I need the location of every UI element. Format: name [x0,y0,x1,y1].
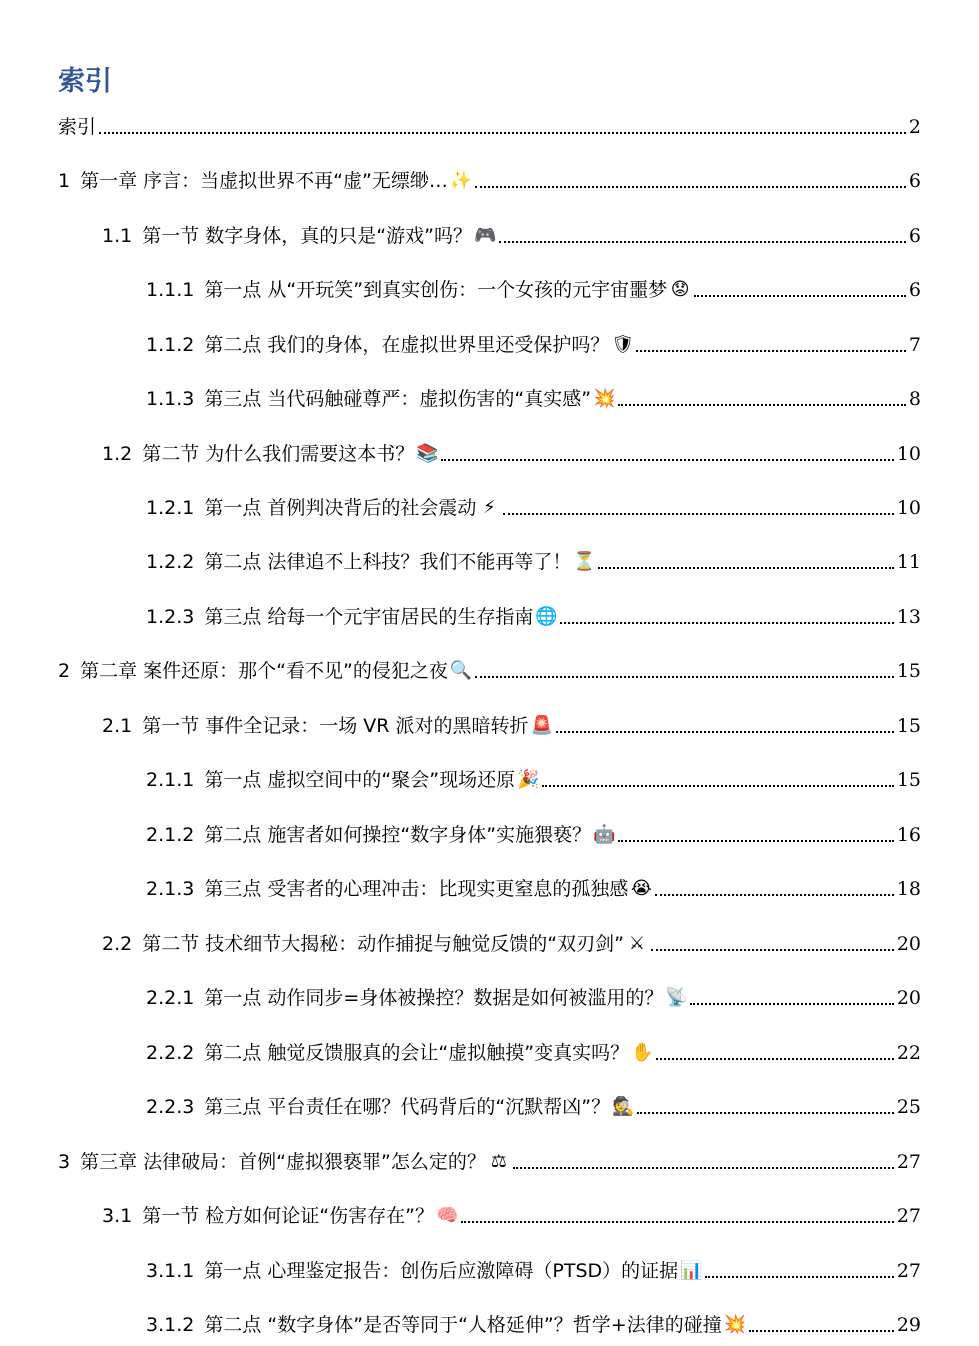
toc-entry-emoji-icon: ⚡ [483,497,496,518]
toc-entry-text [146,1094,634,1120]
toc-entry-label: 索引 [58,116,97,138]
toc-entry-label: 第二点 “数字身体”是否等同于“人格延伸”？哲学+法律的碰撞 [204,1314,722,1336]
toc-entry-number: 1.1.1 [146,279,195,301]
toc-entry-label: 第一节 检方如何论证“伤害存在”？ [142,1205,434,1227]
toc-entry-number: 1.1 [102,225,133,247]
toc-entry-number: 1.2.3 [146,606,195,628]
toc-entry-label: 第二点 触觉反馈服真的会让“虚拟触摸”变真实吗？ [204,1042,630,1064]
toc-page-number: 7 [908,334,921,356]
toc-entry-emoji-icon: 🛡 [611,334,635,355]
toc-page-number: 8 [908,388,921,410]
toc-entry-emoji-icon: 🎮 [473,225,497,246]
toc-entry-emoji-icon: ⚔ [628,933,646,954]
toc-page-number: 29 [896,1314,921,1336]
toc-entry-emoji-icon: 🧠 [435,1205,459,1226]
toc-page-number: 18 [896,878,921,900]
toc-entry-text [102,931,648,957]
toc-page-number: 20 [896,933,921,955]
toc-page-number: 2 [908,116,921,138]
toc-entry-label: 第三点 给每一个元宇宙居民的生存指南 [204,606,534,628]
toc-entry-label: 第三点 当代码触碰尊严：虚拟伤害的“真实感” [204,388,592,410]
page-title: 索引 [58,66,112,97]
toc-page-number: 20 [896,987,921,1009]
toc-dot-leader [656,1058,894,1060]
toc-entry-label: 第一节 数字身体，真的只是“游戏”吗？ [142,225,472,247]
toc-page-number: 15 [896,769,921,791]
toc-page-number: 22 [896,1042,921,1064]
toc-page-number: 15 [896,660,921,682]
toc-entry-emoji-icon: 🚨 [530,715,553,736]
toc-entry-label: 第一点 虚拟空间中的“聚会”现场还原 [204,769,516,791]
toc-entry-label: 第一节 事件全记录：一场 VR 派对的黑暗转折 [142,715,529,737]
toc-dot-leader [694,295,906,297]
toc-entry[interactable] [146,1090,921,1120]
toc-entry-emoji-icon: 🎉 [517,769,540,790]
toc-entry-label: 第二点 施害者如何操控“数字身体”实施猥亵？ [204,824,592,846]
toc-entry[interactable] [146,328,921,358]
toc-entry-label: 第二点 法律追不上科技？我们不能再等了！ [204,551,572,573]
toc-entry-number: 1.1.2 [146,334,195,356]
toc-entry[interactable] [146,600,921,630]
toc-entry-label: 第三点 受害者的心理冲击：比现实更窒息的孤独感 [204,878,629,900]
toc-entry-text [146,277,691,303]
toc-entry[interactable] [58,1145,921,1175]
toc-entry-emoji-icon: 🕵 [612,1096,635,1117]
toc-entry-number: 2.1.3 [146,878,195,900]
toc-entry-text [58,1149,510,1175]
toc-dot-leader [636,350,906,352]
toc-entry-text [146,332,633,358]
toc-dot-leader [461,1221,894,1223]
toc-entry-number: 2.1 [102,715,133,737]
toc-entry[interactable] [146,763,921,793]
toc-page-number: 6 [908,279,921,301]
toc-entry[interactable] [146,872,921,902]
toc-page-number: 11 [896,551,921,573]
toc-entry-number: 3.1.1 [146,1260,195,1282]
toc-entry-label: 第一点 从“开玩笑”到真实创伤：一个女孩的元宇宙噩梦 [204,279,668,301]
toc-entry-text [102,713,553,739]
toc-dot-leader [618,404,906,406]
toc-entry[interactable] [146,545,921,575]
toc-entry[interactable] [146,1254,921,1284]
toc-page-number: 15 [896,715,921,737]
toc-dot-leader [503,513,893,515]
toc-entry-emoji-icon: 💥 [723,1314,747,1335]
toc-dot-leader [441,459,894,461]
toc-entry[interactable] [146,491,921,521]
toc-entry-label: 第一点 心理鉴定报告：创伤后应激障碍（PTSD）的证据 [204,1260,679,1282]
toc-entry-text [146,1258,702,1284]
toc-entry-text [146,1040,653,1066]
toc-entry-text [146,549,595,575]
toc-dot-leader [749,1330,894,1332]
toc-entry-number: 1.2.2 [146,551,195,573]
toc-dot-leader [99,132,906,134]
toc-page-number: 10 [896,497,921,519]
toc-entry-emoji-icon: 📊 [680,1260,703,1281]
toc-entry[interactable] [146,818,921,848]
toc-entry-text [146,822,615,848]
toc-entry-number: 1.1.3 [146,388,195,410]
toc-entry[interactable] [102,437,921,467]
toc-entry-text [58,168,472,194]
toc-entry-number: 1.2 [102,443,133,465]
toc-entry-label: 第三章 法律破局：首例“虚拟猥亵罪”怎么定的？ [80,1151,486,1173]
toc-entry-number: 2.2.2 [146,1042,195,1064]
toc-entry[interactable] [102,1199,921,1229]
toc-dot-leader [637,1112,894,1114]
toc-entry-text [102,223,496,249]
toc-entry-text [102,441,438,467]
toc-page-number: 27 [896,1205,921,1227]
toc-entry-label: 第二点 我们的身体，在虚拟世界里还受保护吗？ [204,334,610,356]
toc-entry-number: 2.2 [102,933,133,955]
toc-entry-text [146,495,500,521]
toc-entry-number: 1 [58,170,71,192]
toc-entry-label: 第一章 序言：当虚拟世界不再“虚”无缥缈… [80,170,448,192]
toc-entry-label: 第二节 技术细节大揭秘：动作捕捉与触觉反馈的“双刃剑” [142,933,624,955]
toc-dot-leader [542,785,894,787]
toc-entry-emoji-icon: ⏳ [573,551,596,572]
toc-entry-text [146,604,557,630]
toc-dot-leader [651,949,894,951]
toc-dot-leader [618,840,894,842]
toc-entry-emoji-icon: 📚 [416,443,439,464]
toc-entry-text [102,1203,458,1229]
toc-dot-leader [598,567,893,569]
toc-entry-emoji-icon: 🌐 [535,606,558,627]
toc-entry-number: 2.2.3 [146,1096,195,1118]
toc-dot-leader [513,1167,894,1169]
toc-dot-leader [556,731,894,733]
toc-entry[interactable] [58,654,921,684]
toc-entry-emoji-icon: 😟 [670,279,690,300]
toc-entry[interactable] [58,164,921,194]
toc-entry-text [146,767,539,793]
toc-entry-text [58,114,96,140]
toc-entry-emoji-icon: 🤖 [593,824,616,845]
toc-entry-emoji-icon: 😭 [630,878,652,899]
toc-entry-text [58,658,472,684]
toc-page-number: 27 [896,1260,921,1282]
toc-entry-label: 第一点 首例判决背后的社会震动 [204,497,477,519]
toc-entry[interactable] [102,927,921,957]
toc-entry-number: 3.1.2 [146,1314,195,1336]
toc-dot-leader [475,676,894,678]
toc-entry[interactable] [102,219,921,249]
toc-entry-emoji-icon: ✨ [449,170,473,191]
toc-entry-number: 2.1.2 [146,824,195,846]
toc-entry-label: 第二节 为什么我们需要这本书？ [142,443,415,465]
toc-entry-number: 2.2.1 [146,987,195,1009]
toc-dot-leader [475,186,906,188]
toc-entry[interactable] [146,1036,921,1066]
toc-page-number: 16 [896,824,921,846]
toc-entry-number: 2 [58,660,71,682]
toc-dot-leader [705,1276,894,1278]
toc-entry-number: 2.1.1 [146,769,195,791]
toc-entry[interactable] [146,981,921,1011]
toc-entry-emoji-icon: 🔍 [449,660,473,681]
toc-entry-label: 第二章 案件还原：那个“看不见”的侵犯之夜 [80,660,448,682]
toc-entry[interactable] [146,382,921,412]
toc-entry-number: 3.1 [102,1205,133,1227]
toc-entry[interactable] [58,110,921,140]
toc-entry-number: 3 [58,1151,71,1173]
toc-dot-leader [560,622,893,624]
toc-page-number: 6 [908,170,921,192]
toc-dot-leader [499,241,906,243]
toc-entry-label: 第一点 动作同步=身体被操控？数据是如何被滥用的？ [204,987,664,1009]
toc-entry[interactable] [146,1308,921,1338]
toc-dot-leader [690,1003,893,1005]
toc-page-number: 6 [908,225,921,247]
toc-entry-text [146,876,652,902]
toc-page-number: 27 [896,1151,921,1173]
toc-entry-number: 1.2.1 [146,497,195,519]
toc-entry[interactable] [102,709,921,739]
toc-dot-leader [655,894,893,896]
toc-entry-emoji-icon: 💥 [593,388,616,409]
toc-entry-emoji-icon: ✋ [631,1042,654,1063]
toc-page-number: 25 [896,1096,921,1118]
toc-entry-emoji-icon: ⚖ [490,1151,507,1172]
toc-entry-label: 第三点 平台责任在哪？代码背后的“沉默帮凶”？ [204,1096,611,1118]
toc-entry-text [146,985,687,1011]
toc-entry[interactable] [146,273,921,303]
toc-entry-text [146,386,615,412]
toc-entry-text [146,1312,746,1338]
toc-entry-emoji-icon: 📡 [665,987,688,1008]
toc-page-number: 13 [896,606,921,628]
toc-page-number: 10 [896,443,921,465]
